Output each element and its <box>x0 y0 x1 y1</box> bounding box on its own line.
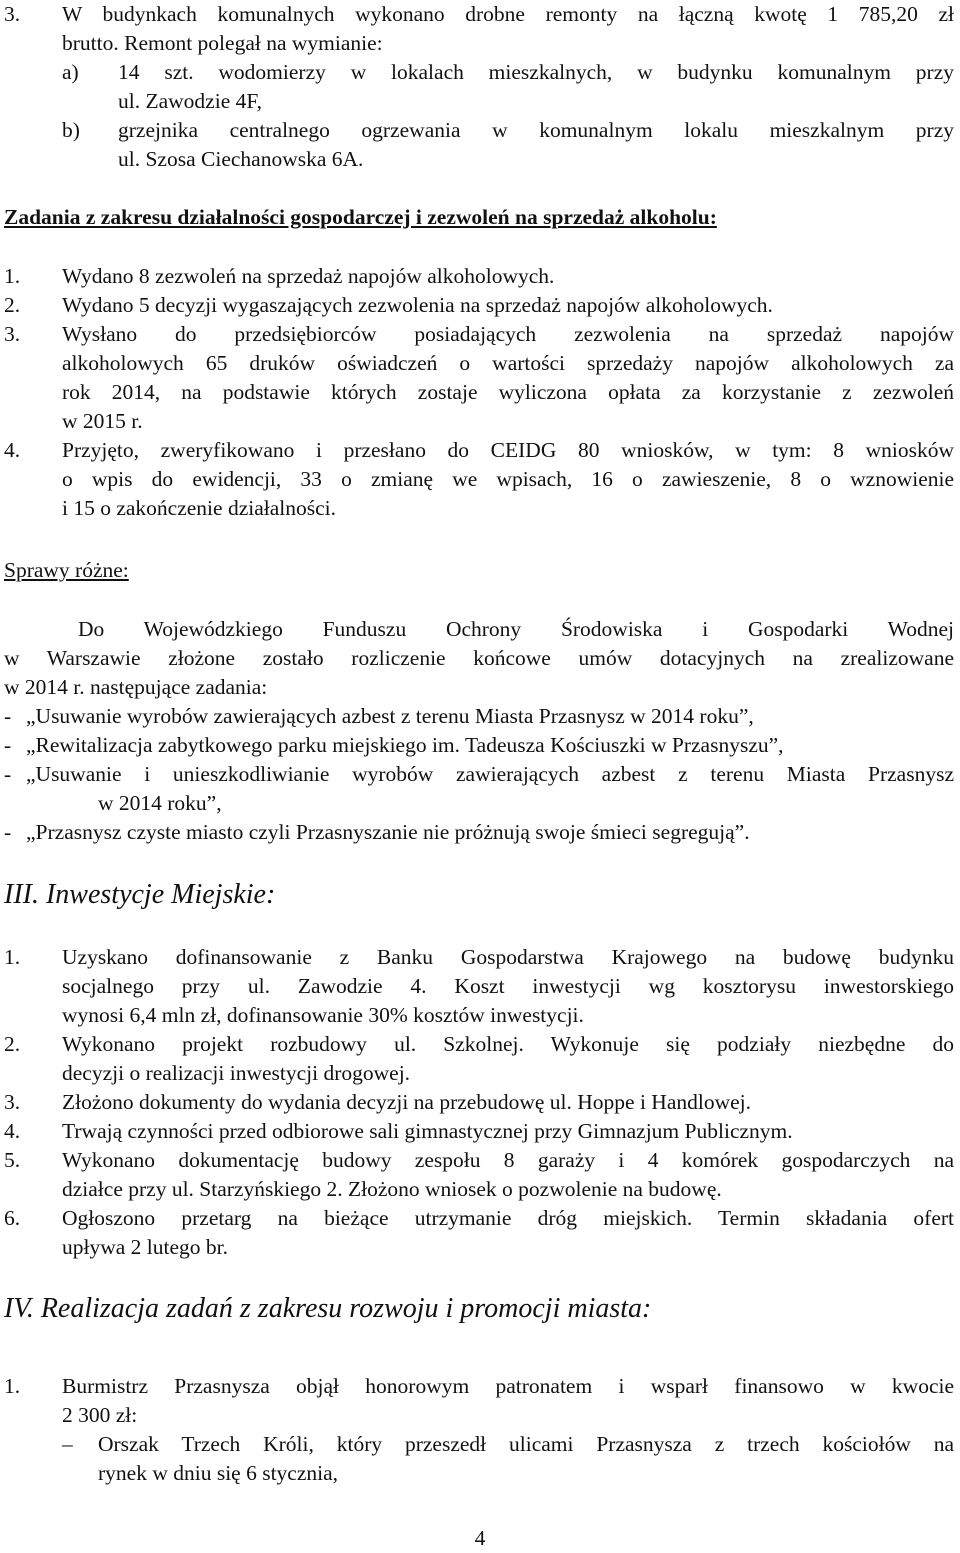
list-item: Uzyskano dofinansowanie z Banku Gospodarstwa Krajowego na budowę budynku <box>62 945 954 969</box>
list-item: Trwają czynności przed odbiorowe sali gimnastycznej przy Gimnazjum Publicznym. <box>62 1119 793 1143</box>
paragraph-line: W budynkach komunalnych wykonano drobne remonty na łączną kwotę 1 785,20 zł <box>62 2 954 26</box>
paragraph-line: w 2014 r. następujące zadania: <box>4 675 268 699</box>
item-number: 3. <box>4 1090 21 1114</box>
item-number: 2. <box>4 1032 21 1056</box>
list-item: Orszak Trzech Króli, który przeszedł ulicami Przasnysza z trzech kościołów na <box>98 1432 954 1456</box>
item-number: 3. <box>4 322 21 346</box>
paragraph-line: Do Wojewódzkiego Funduszu Ochrony Środowiska i Gospodarki Wodnej <box>78 617 954 641</box>
list-item: decyzji o realizacji inwestycji drogowej. <box>62 1061 411 1085</box>
item-number: 1. <box>4 1374 21 1398</box>
list-item: w 2015 r. <box>62 409 143 433</box>
section-heading: Sprawy różne: <box>4 558 129 582</box>
list-item: Burmistrz Przasnysza objął honorowym patronatem i wsparł finansowo w kwocie <box>62 1374 954 1398</box>
paragraph-line: grzejnika centralnego ogrzewania w komunalnym lokalu mieszkalnym przy <box>118 118 954 142</box>
section-heading: IV. Realizacja zadań z zakresu rozwoju i promocji miasta: <box>4 1293 652 1324</box>
dash-bullet: - <box>4 762 12 786</box>
list-item: upływa 2 lutego br. <box>62 1235 229 1259</box>
list-item: rynek w dniu się 6 stycznia, <box>98 1461 339 1485</box>
subitem-label: a) <box>62 60 79 84</box>
item-number: 5. <box>4 1148 21 1172</box>
task-item: w 2014 roku”, <box>98 791 222 815</box>
paragraph-line: 14 szt. wodomierzy w lokalach mieszkalnych, w budynku komunalnym przy <box>118 60 954 84</box>
list-item: Wykonano projekt rozbudowy ul. Szkolnej. Wykonuje się podziały niezbędne do <box>62 1032 954 1056</box>
section-heading: III. Inwestycje Miejskie: <box>4 879 276 910</box>
dash-bullet: – <box>62 1432 73 1456</box>
dash-bullet: - <box>4 733 12 757</box>
list-item: wynosi 6,4 mln zł, dofinansowanie 30% kosztów inwestycji. <box>62 1003 584 1027</box>
item-number: 2. <box>4 293 21 317</box>
item-number: 3. <box>4 2 21 26</box>
dash-bullet: - <box>4 820 12 844</box>
list-item: Wykonano dokumentację budowy zespołu 8 garaży i 4 komórek gospodarczych na <box>62 1148 954 1172</box>
paragraph-line: brutto. Remont polegał na wymianie: <box>62 31 383 55</box>
item-number: 6. <box>4 1206 21 1230</box>
list-item: i 15 o zakończenie działalności. <box>62 496 337 520</box>
task-item: „Przasnysz czyste miasto czyli Przasnyszanie nie próżnują swoje śmieci segregują”. <box>26 820 750 844</box>
task-item: „Usuwanie i unieszkodliwianie wyrobów zawierających azbest z terenu Miasta Przasnysz <box>26 762 954 786</box>
list-item: o wpis do ewidencji, 33 o zmianę we wpisach, 16 o zawieszenie, 8 o wznowienie <box>62 467 954 491</box>
paragraph-line: ul. Zawodzie 4F, <box>118 89 262 113</box>
section-heading: Zadania z zakresu działalności gospodarczej i zezwoleń na sprzedaż alkoholu: <box>4 205 717 229</box>
page-number: 4 <box>474 1526 486 1550</box>
task-item: „Usuwanie wyrobów zawierających azbest z terenu Miasta Przasnysz w 2014 roku”, <box>26 704 754 728</box>
list-item: socjalnego przy ul. Zawodzie 4. Koszt inwestycji wg kosztorysu inwestorskiego <box>62 974 954 998</box>
dash-bullet: - <box>4 704 12 728</box>
subitem-label: b) <box>62 118 80 142</box>
paragraph-line: ul. Szosa Ciechanowska 6A. <box>118 147 364 171</box>
list-item: 2 300 zł: <box>62 1403 138 1427</box>
list-item: Wydano 8 zezwoleń na sprzedaż napojów alkoholowych. <box>62 264 555 288</box>
item-number: 1. <box>4 264 21 288</box>
list-item: Złożono dokumenty do wydania decyzji na przebudowę ul. Hoppe i Handlowej. <box>62 1090 752 1114</box>
list-item: Wydano 5 decyzji wygaszających zezwolenia na sprzedaż napojów alkoholowych. <box>62 293 773 317</box>
list-item: działce przy ul. Starzyńskiego 2. Złożono wniosek o pozwolenie na budowę. <box>62 1177 722 1201</box>
item-number: 1. <box>4 945 21 969</box>
list-item: Przyjęto, zweryfikowano i przesłano do CEIDG 80 wniosków, w tym: 8 wniosków <box>62 438 954 462</box>
item-number: 4. <box>4 438 21 462</box>
item-number: 4. <box>4 1119 21 1143</box>
list-item: alkoholowych 65 druków oświadczeń o wartości sprzedaży napojów alkoholowych za <box>62 351 954 375</box>
list-item: Wysłano do przedsiębiorców posiadających zezwolenia na sprzedaż napojów <box>62 322 954 346</box>
list-item: Ogłoszono przetarg na bieżące utrzymanie dróg miejskich. Termin składania ofert <box>62 1206 954 1230</box>
task-item: „Rewitalizacja zabytkowego parku miejskiego im. Tadeusza Kościuszki w Przasnyszu”, <box>26 733 784 757</box>
list-item: rok 2014, na podstawie których zostaje wyliczona opłata za korzystanie z zezwoleń <box>62 380 954 404</box>
paragraph-line: w Warszawie złożone zostało rozliczenie końcowe umów dotacyjnych na zrealizowane <box>4 646 954 670</box>
